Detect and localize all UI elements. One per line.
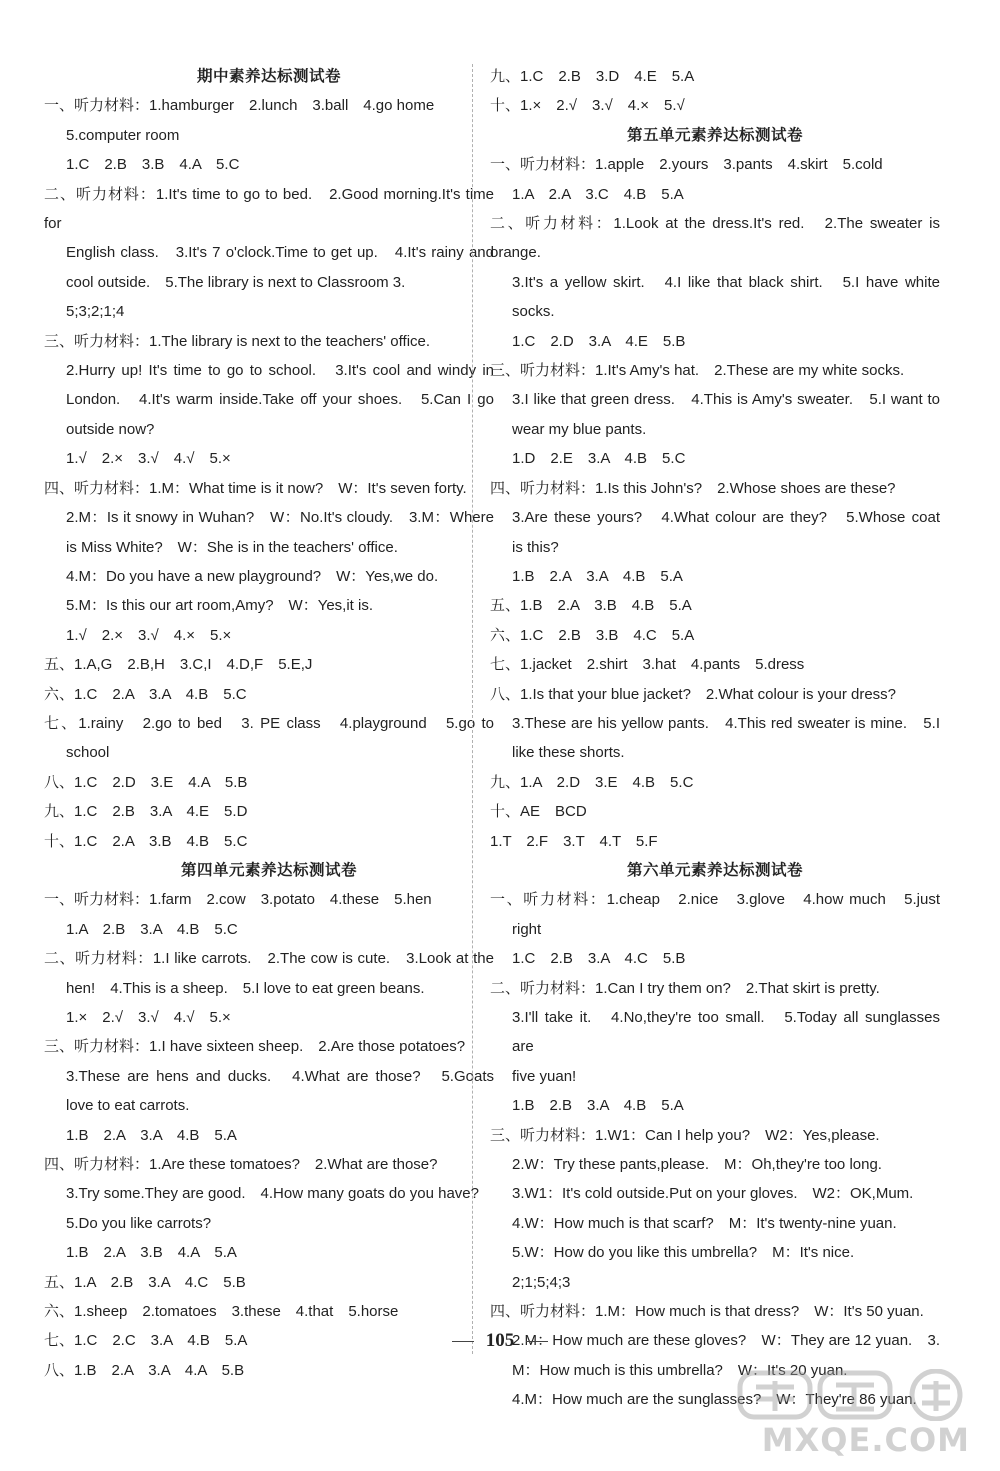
answer-line-continued: London. 4.It's warm inside.Take off your shoes. 5.Can I go	[66, 391, 494, 409]
left-column	[44, 62, 494, 1385]
answer-line: 九、1.A 2.D 3.E 4.B 5.C	[490, 773, 694, 791]
answer-line-continued: 1.A 2.A 3.C 4.B 5.A	[512, 185, 684, 203]
answer-line: 十、AE BCD	[490, 803, 587, 821]
answer-line-continued: 1.B 2.A 3.A 4.B 5.A	[512, 567, 683, 585]
section-title: 第五单元素养达标测试卷	[626, 126, 803, 144]
watermark-url: MXQE.COM	[761, 1421, 970, 1459]
watermark-logo	[726, 1369, 976, 1459]
answer-line-continued: 4.W：How much is that scarf? M：It's twenty-nine yuan.	[512, 1214, 897, 1232]
answer-line: 三、听力材料：1.W1：Can I help you? W2：Yes,please.	[490, 1126, 880, 1144]
answer-line-continued: hen! 4.This is a sheep. 5.I love to eat green beans.	[66, 979, 425, 997]
answer-line-continued: 3.These are his yellow pants. 4.This red sweater is mine. 5.I	[512, 714, 940, 732]
answer-line: 二、听力材料：1.Look at the dress.It's red. 2.The sweater is orange.	[490, 215, 940, 262]
answer-line: 四、听力材料：1.M：How much is that dress? W：It's 50 yuan.	[490, 1303, 924, 1321]
answer-line-continued: 1.D 2.E 3.A 4.B 5.C	[512, 450, 686, 468]
answer-line-continued: 5.computer room	[66, 126, 180, 144]
page-number-dash-left	[452, 1341, 474, 1342]
answer-line: 六、1.C 2.B 3.B 4.C 5.A	[490, 626, 695, 644]
answer-line-continued: 1.C 2.D 3.A 4.E 5.B	[512, 332, 686, 350]
answer-line-continued: 3.Are these yours? 4.What colour are they? 5.Whose coat	[512, 509, 940, 527]
answer-line: 五、1.A 2.B 3.A 4.C 5.B	[44, 1273, 246, 1291]
answer-line: 九、1.C 2.B 3.D 4.E 5.A	[490, 68, 695, 85]
answer-line-continued: 5.M：Is this our art room,Amy? W：Yes,it is.	[66, 597, 374, 615]
answer-line-continued: 3.These are hens and ducks. 4.What are those? 5.Goats	[66, 1067, 494, 1085]
answer-line-continued: wear my blue pants.	[512, 420, 647, 438]
answer-line-continued: like these shorts.	[512, 744, 625, 762]
answer-line-continued: school	[66, 744, 110, 762]
answer-line: 三、听力材料：1.It's Amy's hat. 2.These are my white socks.	[490, 362, 905, 380]
answer-line-continued: 1.× 2.√ 3.√ 4.√ 5.×	[66, 1009, 231, 1026]
answer-line: 七、1.C 2.C 3.A 4.B 5.A	[44, 1332, 248, 1350]
answer-line-continued: five yuan!	[512, 1067, 577, 1085]
section-title: 期中素养达标测试卷	[196, 68, 341, 85]
answer-line-continued: 1.B 2.A 3.A 4.B 5.A	[66, 1126, 237, 1144]
answer-line: 四、听力材料：1.Is this John's? 2.Whose shoes are these?	[490, 479, 896, 497]
answer-line-continued: 1.√ 2.× 3.√ 4.√ 5.×	[66, 450, 231, 468]
answer-line: 八、1.C 2.D 3.E 4.A 5.B	[44, 773, 248, 791]
answer-line-continued: 3.I'll take it. 4.No,they're too small. 5.Today all sunglasses are	[512, 1009, 940, 1056]
right-column	[490, 62, 940, 1415]
answer-line: 七、1.jacket 2.shirt 3.hat 4.pants 5.dress	[490, 656, 805, 674]
answer-line-continued: 3.W1：It's cold outside.Put on your gloves. W2：OK,Mum.	[512, 1185, 914, 1203]
answer-line-continued: love to eat carrots.	[66, 1097, 190, 1115]
answer-line-continued: 1.√ 2.× 3.√ 4.× 5.×	[66, 626, 232, 644]
answer-line-continued: 2.M：Is it snowy in Wuhan? W：No.It's cloudy. 3.M：Where	[66, 509, 494, 527]
answer-line: 十、1.C 2.A 3.B 4.B 5.C	[44, 832, 248, 850]
answer-line-continued: 3.Try some.They are good. 4.How many goats do you have?	[66, 1185, 479, 1203]
answer-line-continued: 1.B 2.B 3.A 4.B 5.A	[512, 1097, 684, 1115]
answer-line-continued: 3.I like that green dress. 4.This is Amy's sweater. 5.I want to	[512, 391, 940, 409]
answer-line: 二、听力材料：1.It's time to go to bed. 2.Good morning.It's time for	[44, 185, 494, 233]
answer-line: 六、1.C 2.A 3.A 4.B 5.C	[44, 685, 247, 703]
answer-line: 八、1.Is that your blue jacket? 2.What colour is your dress?	[490, 685, 897, 703]
answer-line: 三、听力材料：1.The library is next to the teachers' office.	[44, 332, 431, 350]
answer-line-continued: 1.B 2.A 3.B 4.A 5.A	[66, 1244, 237, 1262]
section-title: 第六单元素养达标测试卷	[626, 861, 803, 879]
answer-line-continued: outside now?	[66, 420, 155, 438]
answer-line-continued: M：How much is this umbrella? W：It's 20 yuan.	[512, 1361, 848, 1379]
answer-line: 十、1.× 2.√ 3.√ 4.× 5.√	[490, 97, 685, 115]
answer-line: 三、听力材料：1.I have sixteen sheep. 2.Are those potatoes?	[44, 1038, 466, 1056]
answer-line-continued: 3.It's a yellow skirt. 4.I like that black shirt. 5.I have white	[512, 273, 940, 291]
answer-line: 1.T 2.F 3.T 4.T 5.F	[490, 832, 658, 850]
answer-line: 二、听力材料：1.Can I try them on? 2.That skirt is pretty.	[490, 979, 880, 997]
answer-line: 五、1.B 2.A 3.B 4.B 5.A	[490, 597, 692, 615]
answer-line-continued: 5;3;2;1;4	[66, 303, 125, 321]
answer-line: 九、1.C 2.B 3.A 4.E 5.D	[44, 803, 248, 821]
answer-line-continued: English class. 3.It's 7 o'clock.Time to get up. 4.It's rainy and	[66, 244, 494, 262]
answer-line-continued: 5.W：How do you like this umbrella? M：It's nice.	[512, 1244, 855, 1262]
answer-line-continued: 1.C 2.B 3.A 4.C 5.B	[512, 950, 686, 968]
answer-line: 四、听力材料：1.Are these tomatoes? 2.What are those?	[44, 1156, 438, 1174]
answer-line: 一、听力材料：1.hamburger 2.lunch 3.ball 4.go home	[44, 97, 435, 115]
answer-line: 一、听力材料：1.apple 2.yours 3.pants 4.skirt 5.cold	[490, 156, 883, 174]
answer-line: 七、1.rainy 2.go to bed 3. PE class 4.playground 5.go to	[44, 714, 494, 732]
page-number-dash-right	[526, 1341, 548, 1342]
watermark-stamp-icon	[736, 1369, 976, 1421]
answer-line-continued: 5.Do you like carrots?	[66, 1214, 212, 1232]
answer-line: 六、1.sheep 2.tomatoes 3.these 4.that 5.horse	[44, 1303, 399, 1321]
answer-line: 四、听力材料：1.M：What time is it now? W：It's seven forty.	[44, 479, 467, 497]
answer-line-continued: 4.M：How much are the sunglasses? W：They're 86 yuan.	[512, 1391, 917, 1409]
answer-line: 一、听力材料：1.farm 2.cow 3.potato 4.these 5.hen	[44, 891, 432, 909]
answer-line-continued: 1.A 2.B 3.A 4.B 5.C	[66, 920, 238, 938]
answer-line-continued: cool outside. 5.The library is next to Classroom 3.	[66, 273, 406, 291]
section-title: 第四单元素养达标测试卷	[180, 861, 357, 879]
answer-line-continued: 2.Hurry up! It's time to go to school. 3.It's cool and windy in	[66, 362, 494, 380]
answer-line-continued: 2;1;5;4;3	[512, 1273, 571, 1291]
answer-line: 八、1.B 2.A 3.A 4.A 5.B	[44, 1361, 245, 1379]
column-divider	[472, 64, 473, 1354]
answer-line: 一、听力材料：1.cheap 2.nice 3.glove 4.how much 5.just	[490, 891, 940, 909]
answer-line-continued: 1.C 2.B 3.B 4.A 5.C	[66, 156, 240, 174]
answer-line-continued: is Miss White? W：She is in the teachers' office.	[66, 538, 398, 556]
answer-line-continued: 2.M：How much are these gloves? W：They are 12 yuan. 3.	[512, 1332, 940, 1350]
answer-line-continued: socks.	[512, 303, 555, 321]
page-number	[0, 1330, 1000, 1352]
answer-line-continued: 4.M：Do you have a new playground? W：Yes,we do.	[66, 567, 439, 585]
answer-line: 五、1.A,G 2.B,H 3.C,I 4.D,F 5.E,J	[44, 656, 313, 674]
answer-line: 二、听力材料：1.I like carrots. 2.The cow is cute. 3.Look at the	[44, 950, 494, 968]
answer-line-continued: is this?	[512, 538, 559, 556]
answer-line-continued: right	[512, 920, 542, 938]
page-number-value: 105	[485, 1330, 515, 1351]
answer-line-continued: 2.W：Try these pants,please. M：Oh,they're too long.	[512, 1156, 882, 1174]
